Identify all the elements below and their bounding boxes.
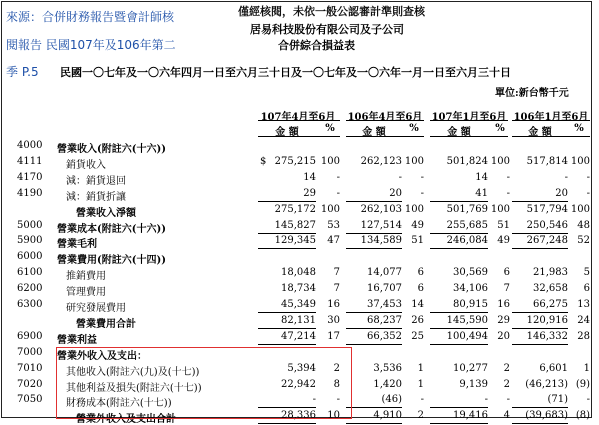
subtotal-rule bbox=[258, 248, 316, 249]
amount-cell: 10,277 bbox=[453, 362, 488, 374]
amount-cell: 145,827 bbox=[274, 219, 316, 231]
subtotal-rule bbox=[346, 312, 402, 313]
percent-cell: 28 bbox=[577, 330, 590, 342]
header-rule bbox=[346, 136, 424, 137]
percent-cell: 100 bbox=[570, 155, 590, 167]
percent-cell: 14 bbox=[411, 299, 424, 310]
percent-cell: 51 bbox=[497, 219, 510, 231]
percent-cell: 16 bbox=[327, 299, 340, 310]
subtotal-rule bbox=[430, 328, 488, 329]
amount-cell: 18,048 bbox=[281, 267, 316, 279]
source-note-line-1: 來源：合併財務報告暨會計師核 bbox=[6, 10, 175, 24]
row-label: 研究發展費用 bbox=[66, 303, 126, 314]
percent-cell: 6 bbox=[417, 267, 424, 279]
percent-cell: 100 bbox=[404, 155, 424, 167]
subtotal-rule bbox=[346, 233, 402, 234]
amount-cell: 250,546 bbox=[526, 219, 568, 231]
percent-header: % bbox=[495, 123, 505, 134]
subtotal-rule bbox=[346, 407, 402, 408]
subtotal-rule bbox=[346, 423, 402, 424]
percent-cell: 100 bbox=[490, 155, 510, 167]
amount-header: 金 額 bbox=[447, 127, 471, 138]
percent-cell: - bbox=[586, 171, 590, 183]
amount-cell: 29 bbox=[303, 187, 316, 199]
amount-cell: 120,916 bbox=[526, 314, 568, 326]
amount-cell: (71) bbox=[547, 394, 568, 406]
amount-cell: 80,915 bbox=[453, 299, 488, 310]
row-code: 5900 bbox=[17, 235, 43, 247]
row-code: 4190 bbox=[17, 187, 43, 199]
amount-cell: 19,416 bbox=[453, 410, 488, 422]
amount-cell: 16,707 bbox=[367, 283, 402, 295]
subtotal-rule bbox=[512, 423, 568, 424]
row-label: 營業費用合計 bbox=[76, 318, 136, 330]
amount-cell: 146,332 bbox=[526, 330, 568, 342]
header-rule bbox=[258, 136, 340, 137]
subtotal-rule bbox=[512, 328, 568, 329]
percent-cell: 20 bbox=[497, 330, 510, 342]
subtotal-rule bbox=[512, 344, 568, 345]
row-label: 減：銷貨折讓 bbox=[66, 191, 126, 203]
row-label: 減：銷貨退回 bbox=[66, 175, 126, 187]
currency-symbol: $ bbox=[260, 155, 267, 167]
header-rule bbox=[346, 120, 424, 121]
amount-cell: (46) bbox=[381, 394, 402, 406]
percent-cell: 30 bbox=[327, 314, 340, 326]
amount-cell: 1,420 bbox=[373, 378, 402, 390]
amount-cell: 134,589 bbox=[360, 235, 402, 247]
column-header-h1-2018: 107年1月至6月 bbox=[431, 112, 507, 123]
percent-cell: 26 bbox=[411, 314, 424, 326]
percent-cell: 1 bbox=[417, 362, 424, 374]
percent-cell: 100 bbox=[320, 203, 340, 215]
percent-cell: - bbox=[506, 171, 510, 183]
source-note-line-3: 季 P.5 bbox=[6, 65, 39, 79]
percent-cell: 6 bbox=[583, 283, 590, 295]
row-label: 營業毛利 bbox=[57, 239, 97, 251]
amount-cell: 21,983 bbox=[533, 267, 568, 279]
subtotal-rule bbox=[346, 328, 402, 329]
amount-cell: 9,139 bbox=[459, 378, 488, 390]
percent-cell: 51 bbox=[411, 235, 424, 247]
subtotal-rule bbox=[512, 248, 568, 249]
percent-cell: - bbox=[506, 187, 510, 199]
amount-cell: 41 bbox=[475, 187, 488, 199]
amount-cell: 20 bbox=[389, 187, 402, 199]
review-stamp-text: 僅經核閱，未依一般公認審計準則查核 bbox=[238, 5, 425, 18]
amount-cell: 20 bbox=[555, 187, 568, 199]
amount-cell: 28,336 bbox=[281, 410, 316, 422]
amount-cell: 5,394 bbox=[287, 362, 316, 374]
row-label: 管理費用 bbox=[66, 287, 106, 299]
amount-cell: 501,769 bbox=[446, 203, 488, 215]
amount-cell: 14,077 bbox=[367, 267, 402, 279]
amount-cell: 18,734 bbox=[281, 283, 316, 295]
percent-cell: - bbox=[420, 394, 424, 406]
amount-cell: 501,824 bbox=[446, 155, 488, 167]
amount-cell: (46,213) bbox=[525, 378, 568, 390]
percent-cell: 100 bbox=[404, 203, 424, 215]
subtotal-rule bbox=[430, 201, 488, 202]
percent-cell: 10 bbox=[327, 410, 340, 422]
statement-period: 民國一〇七年及一〇六年四月一日至六月三十日及一〇七年及一〇六年一月一日至六月三十日 bbox=[60, 66, 511, 79]
percent-cell: - bbox=[336, 394, 340, 406]
amount-cell: 45,349 bbox=[281, 299, 316, 310]
row-label: 銷貨收入 bbox=[66, 159, 106, 171]
subtotal-rule bbox=[258, 328, 316, 329]
header-rule bbox=[430, 120, 508, 121]
amount-cell: 246,084 bbox=[446, 235, 488, 247]
amount-cell: 14 bbox=[303, 171, 316, 183]
percent-header: % bbox=[574, 123, 584, 134]
amount-cell: 6,601 bbox=[539, 362, 568, 374]
row-label: 營業成本(附註六(十六)) bbox=[57, 223, 166, 235]
amount-cell: 68,237 bbox=[367, 314, 402, 326]
percent-cell: - bbox=[506, 394, 510, 406]
row-code: 6000 bbox=[17, 251, 43, 263]
percent-cell: 2 bbox=[417, 410, 424, 422]
percent-cell: 47 bbox=[327, 235, 340, 247]
header-rule bbox=[512, 120, 590, 121]
amount-cell: 14 bbox=[475, 171, 488, 183]
percent-cell: (9) bbox=[575, 378, 590, 390]
column-header-q2-2017: 106年4月至6月 bbox=[347, 112, 423, 123]
amount-cell: 517,814 bbox=[526, 155, 568, 167]
amount-cell: 262,103 bbox=[360, 203, 402, 215]
percent-cell: 100 bbox=[490, 203, 510, 215]
amount-cell: 22,942 bbox=[281, 378, 316, 390]
row-label: 營業費用(附註六(十四)) bbox=[57, 255, 166, 267]
percent-cell: - bbox=[336, 171, 340, 183]
percent-cell: 4 bbox=[503, 410, 510, 422]
row-label: 推銷費用 bbox=[66, 271, 106, 283]
percent-cell: 17 bbox=[327, 330, 340, 342]
subtotal-rule bbox=[346, 344, 402, 345]
row-code: 7050 bbox=[17, 394, 43, 406]
row-label: 營業外收入及支出： bbox=[57, 350, 147, 362]
row-label: 其他利益及損失(附註六(十七)) bbox=[66, 382, 202, 394]
percent-cell: 100 bbox=[320, 155, 340, 167]
percent-cell: 29 bbox=[497, 314, 510, 326]
row-code: 7010 bbox=[17, 362, 43, 374]
percent-cell: 8 bbox=[333, 378, 340, 390]
amount-cell: 82,131 bbox=[281, 314, 316, 326]
subtotal-rule bbox=[430, 233, 488, 234]
amount-cell: 4,910 bbox=[373, 410, 402, 422]
subtotal-rule bbox=[512, 201, 568, 202]
row-code: 6300 bbox=[17, 299, 43, 310]
percent-header: % bbox=[409, 123, 419, 134]
header-rule bbox=[512, 136, 590, 137]
amount-header: 金 額 bbox=[528, 127, 552, 138]
subtotal-rule bbox=[430, 407, 488, 408]
amount-cell: 3,536 bbox=[373, 362, 402, 374]
row-code: 6900 bbox=[17, 330, 43, 342]
amount-cell: - bbox=[484, 394, 488, 406]
amount-cell: 267,248 bbox=[526, 235, 568, 247]
percent-cell: 1 bbox=[583, 362, 590, 374]
row-code: 4111 bbox=[17, 155, 43, 167]
row-code: 5000 bbox=[17, 219, 43, 231]
amount-cell: 32,658 bbox=[533, 283, 568, 295]
percent-cell: 7 bbox=[503, 283, 510, 295]
percent-cell: (8) bbox=[575, 410, 590, 422]
row-label: 營業利益 bbox=[57, 334, 97, 346]
amount-cell: 517,794 bbox=[526, 203, 568, 215]
amount-cell: (39,683) bbox=[525, 410, 568, 422]
row-code: 4000 bbox=[17, 140, 43, 151]
percent-cell: 2 bbox=[503, 362, 510, 374]
row-label: 財務成本(附註六(十七)) bbox=[66, 398, 172, 410]
row-label: 營業收入(附註六(十六)) bbox=[57, 144, 166, 155]
amount-cell: 30,569 bbox=[453, 267, 488, 279]
subtotal-rule bbox=[258, 312, 316, 313]
percent-cell: - bbox=[586, 394, 590, 406]
row-label: 其他收入(附註六(九)及(十七)) bbox=[66, 366, 200, 378]
percent-cell: 6 bbox=[417, 283, 424, 295]
row-label: 營業外收入及支出合計 bbox=[76, 414, 176, 425]
subtotal-rule bbox=[346, 248, 402, 249]
amount-cell: 275,172 bbox=[274, 203, 316, 215]
subtotal-rule bbox=[346, 201, 402, 202]
percent-cell: 13 bbox=[577, 299, 590, 310]
row-code: 7020 bbox=[17, 378, 43, 390]
amount-cell: 47,214 bbox=[281, 330, 316, 342]
amount-cell: - bbox=[398, 171, 402, 183]
percent-cell: 16 bbox=[497, 299, 510, 310]
subtotal-rule bbox=[512, 407, 568, 408]
percent-cell: 100 bbox=[570, 203, 590, 215]
unit-label: 單位:新台幣千元 bbox=[495, 88, 569, 99]
subtotal-rule bbox=[258, 201, 316, 202]
row-code: 6200 bbox=[17, 283, 43, 295]
percent-cell: 53 bbox=[327, 219, 340, 231]
percent-cell: 52 bbox=[577, 235, 590, 247]
amount-cell: 145,590 bbox=[446, 314, 488, 326]
amount-cell: 37,453 bbox=[367, 299, 402, 310]
amount-cell: 66,275 bbox=[533, 299, 568, 310]
percent-cell: 7 bbox=[333, 267, 340, 279]
percent-cell: 48 bbox=[577, 219, 590, 231]
header-rule bbox=[258, 120, 340, 121]
subtotal-rule bbox=[258, 233, 316, 234]
amount-cell: 262,123 bbox=[360, 155, 402, 167]
amount-cell: - bbox=[312, 394, 316, 406]
row-label: 營業收入淨額 bbox=[76, 207, 136, 219]
amount-header: 金 額 bbox=[275, 127, 299, 138]
subtotal-rule bbox=[430, 248, 488, 249]
percent-cell: 5 bbox=[583, 267, 590, 279]
amount-cell: 275,215 bbox=[274, 155, 316, 167]
subtotal-rule bbox=[430, 423, 488, 424]
subtotal-rule bbox=[430, 312, 488, 313]
percent-cell: 24 bbox=[577, 314, 590, 326]
column-header-q2-2018: 107年4月至6月 bbox=[260, 112, 336, 123]
amount-cell: 34,106 bbox=[453, 283, 488, 295]
percent-cell: 49 bbox=[411, 219, 424, 231]
percent-cell: 2 bbox=[503, 378, 510, 390]
percent-cell: 6 bbox=[503, 267, 510, 279]
percent-cell: 2 bbox=[333, 362, 340, 374]
amount-cell: 100,494 bbox=[446, 330, 488, 342]
company-name: 居易科技股份有限公司及子公司 bbox=[250, 23, 404, 36]
subtotal-rule bbox=[512, 312, 568, 313]
column-header-h1-2017: 106年1月至6月 bbox=[513, 112, 589, 123]
percent-cell: - bbox=[336, 187, 340, 199]
subtotal-rule bbox=[258, 423, 316, 424]
percent-cell: - bbox=[586, 187, 590, 199]
amount-header: 金 額 bbox=[362, 127, 386, 138]
source-note-line-2: 閱報告 民國107年及106年第二 bbox=[6, 38, 176, 52]
amount-cell: 127,514 bbox=[360, 219, 402, 231]
statement-title: 合併綜合損益表 bbox=[278, 39, 355, 52]
row-code: 4170 bbox=[17, 171, 43, 183]
amount-cell: 66,352 bbox=[367, 330, 402, 342]
percent-cell: 7 bbox=[333, 283, 340, 295]
amount-cell: 129,345 bbox=[274, 235, 316, 247]
row-code: 7000 bbox=[17, 346, 43, 358]
percent-cell: - bbox=[420, 171, 424, 183]
subtotal-rule bbox=[512, 233, 568, 234]
amount-cell: - bbox=[564, 171, 568, 183]
amount-cell: 255,685 bbox=[446, 219, 488, 231]
header-rule bbox=[430, 136, 508, 137]
percent-cell: - bbox=[420, 187, 424, 199]
percent-cell: 25 bbox=[411, 330, 424, 342]
subtotal-rule bbox=[258, 344, 316, 345]
percent-header: % bbox=[325, 123, 335, 134]
subtotal-rule bbox=[430, 344, 488, 345]
percent-cell: 1 bbox=[417, 378, 424, 390]
row-code: 6100 bbox=[17, 267, 43, 279]
percent-cell: 49 bbox=[497, 235, 510, 247]
